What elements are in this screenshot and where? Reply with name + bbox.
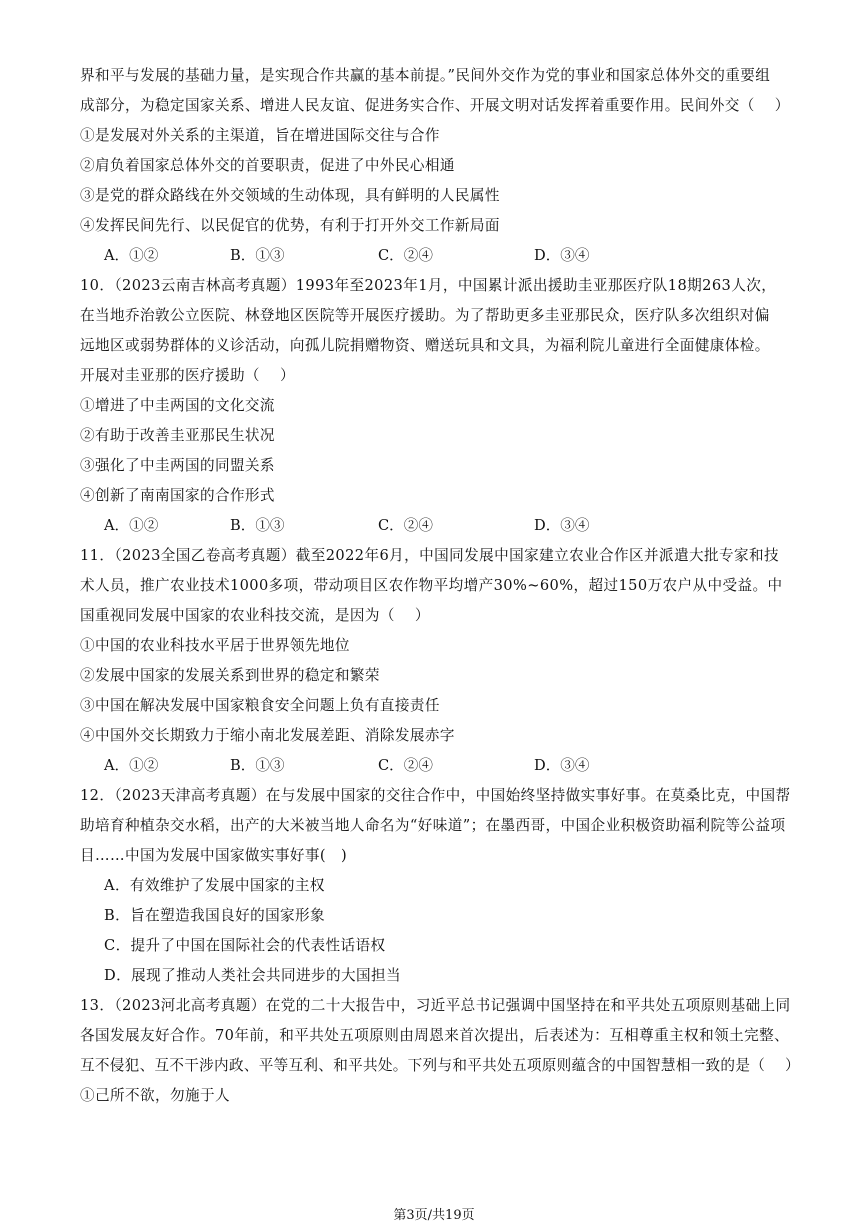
statement-line: ③中国在解决发展中国家粮食安全问题上负有直接责任: [80, 697, 440, 714]
statement-line: ②发展中国家的发展关系到世界的稳定和繁荣: [80, 667, 380, 684]
question-11-stem: 11．（2023全国乙卷高考真题）截至2022年6月，中国同发展中国家建立农业合作区并派遣大批专家和技: [80, 547, 779, 564]
answer-options: [104, 516, 804, 536]
question-12-stem: 12．（2023天津高考真题）在与发展中国家的交往合作中，中国始终坚持做实事好事。在莫桑比克，中国帮: [80, 787, 791, 804]
option-a[interactable]: A．有效维护了发展中国家的主权: [104, 877, 325, 894]
option-b[interactable]: B．旨在塑造我国良好的国家形象: [104, 907, 326, 924]
statement-line: ①增进了中圭两国的文化交流: [80, 397, 275, 414]
answer-options: [104, 246, 804, 266]
option-a[interactable]: A．①②: [104, 517, 159, 534]
page-number: 第3页/共19页: [393, 1208, 475, 1223]
option-b[interactable]: B．①③: [230, 247, 285, 264]
statement-line: ④创新了南南国家的合作形式: [80, 487, 275, 504]
text-line: 在当地乔治敦公立医院、林登地区医院等开展医疗援助。为了帮助更多圭亚那民众，医疗队多次组织对偏: [80, 307, 770, 324]
question-13-stem: 13．（2023河北高考真题）在党的二十大报告中，习近平总书记强调中国坚持在和平共处五项原则基础上同: [80, 997, 791, 1014]
text-line: 助培育种植杂交水稻，出产的大米被当地人命名为“好味道”；在墨西哥，中国企业积极资助福利院等公益项: [80, 817, 786, 834]
option-a[interactable]: A．①②: [104, 247, 159, 264]
text-line: 国重视同发展中国家的农业科技交流，是因为（ ）: [80, 607, 430, 624]
option-c[interactable]: C．提升了中国在国际社会的代表性话语权: [104, 937, 386, 954]
statement-line: ①己所不欲，勿施于人: [80, 1087, 230, 1104]
option-b[interactable]: B．①③: [230, 757, 285, 774]
question-10-stem: 10．（2023云南吉林高考真题）1993年至2023年1月，中国累计派出援助圭亚那医疗队18期263人次，: [80, 277, 777, 294]
option-d[interactable]: D．展现了推动人类社会共同进步的大国担当: [104, 967, 401, 984]
text-line: 互不侵犯、互不干涉内政、平等互利、和平共处。下列与和平共处五项原则蕴含的中国智慧相一致的是（ ）: [80, 1057, 800, 1074]
statement-line: ③是党的群众路线在外交领域的生动体现，具有鲜明的人民属性: [80, 187, 500, 204]
statement-line: ④发挥民间先行、以民促官的优势，有利于打开外交工作新局面: [80, 217, 500, 234]
text-line: 各国发展友好合作。70年前，和平共处五项原则由周恩来首次提出，后表述为：互相尊重主权和领土完整、: [80, 1027, 790, 1044]
text-line: 远地区或弱势群体的义诊活动，向孤儿院捐赠物资、赠送玩具和文具，为福利院儿童进行全面健康体检。: [80, 337, 770, 354]
text-line: 术人员，推广农业技术1000多项，带动项目区农作物平均增产30%~60%，超过150万农户从中受益。中: [80, 577, 783, 594]
option-c[interactable]: C．②④: [378, 247, 433, 264]
statement-line: ②肩负着国家总体外交的首要职责，促进了中外民心相通: [80, 157, 455, 174]
option-b[interactable]: B．①③: [230, 517, 285, 534]
text-line: 界和平与发展的基础力量，是实现合作共赢的基本前提。”民间外交作为党的事业和国家总体外交的重要组: [80, 67, 771, 84]
option-d[interactable]: D．③④: [534, 247, 590, 264]
text-line: 开展对圭亚那的医疗援助（ ）: [80, 367, 295, 384]
option-c[interactable]: C．②④: [378, 517, 433, 534]
answer-options: [104, 756, 804, 776]
statement-line: ①中国的农业科技水平居于世界领先地位: [80, 637, 350, 654]
option-d[interactable]: D．③④: [534, 757, 590, 774]
option-d[interactable]: D．③④: [534, 517, 590, 534]
statement-line: ①是发展对外关系的主渠道，旨在增进国际交往与合作: [80, 127, 440, 144]
text-line: 目……中国为发展中国家做实事好事( ): [80, 847, 348, 864]
text-line: 成部分，为稳定国家关系、增进人民友谊、促进务实合作、开展文明对话发挥着重要作用。民间外交（ ）: [80, 97, 790, 114]
statement-line: ③强化了中圭两国的同盟关系: [80, 457, 275, 474]
statement-line: ④中国外交长期致力于缩小南北发展差距、消除发展赤字: [80, 727, 455, 744]
option-c[interactable]: C．②④: [378, 757, 433, 774]
option-a[interactable]: A．①②: [104, 757, 159, 774]
statement-line: ②有助于改善圭亚那民生状况: [80, 427, 275, 444]
